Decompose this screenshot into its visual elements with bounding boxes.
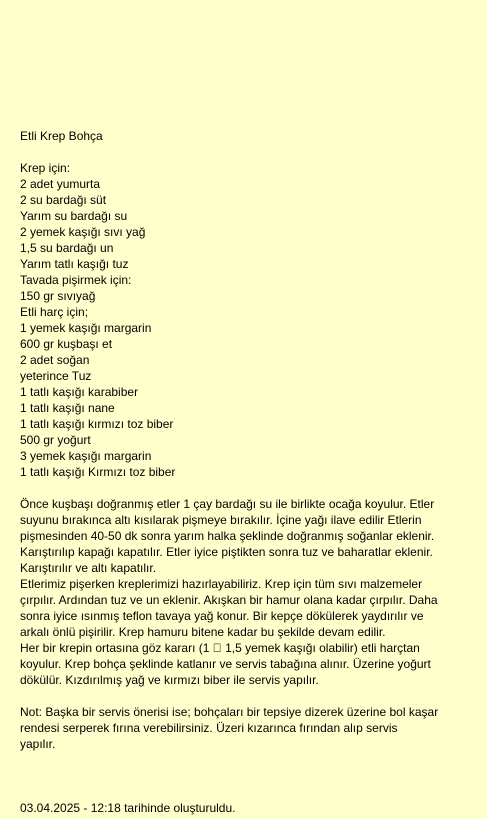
ingredient-line: 2 adet yumurta (20, 177, 101, 191)
instruction-line: Karıştırılır ve altı kapatılır. (20, 561, 157, 575)
instruction-line: Etlerimiz pişerken kreplerimizi hazırlayabiliriz. Krep için tüm sıvı malzemeler (20, 577, 423, 591)
ingredient-line: 600 gr kuşbaşı et (20, 337, 113, 351)
note-line: Not: Başka bir servis önerisi ise; bohçaları bir tepsiye dizerek üzerine bol kaşar (20, 705, 439, 719)
ingredients-list (20, 160, 472, 480)
ingredient-line: 1 tatlı kaşığı karabiber (20, 385, 139, 399)
ingredient-line: 500 gr yoğurt (20, 433, 91, 447)
ingredient-line: 2 su bardağı süt (20, 193, 107, 207)
instruction-line: çırpılır. Ardından tuz ve un eklenir. Akışkan bir hamur olana kadar çırpılır. Daha (20, 593, 438, 607)
instruction-line: Karıştırılıp kapağı kapatılır. Etler iyice piştikten sonra tuz ve baharatlar eklenir. (20, 545, 433, 559)
note-paragraph (20, 704, 472, 752)
ingredient-line: 1 tatlı kaşığı Kırmızı toz biber (20, 465, 176, 479)
note-line: yapılır. (20, 737, 56, 751)
instruction-line: sonra iyice ısınmış teflon tavaya yağ konur. Bir kepçe dökülerek yaydırılır ve (20, 609, 424, 623)
instruction-line: suyunu bırakınca altı kısılarak pişmeye bırakılır. İçine yağı ilave edilir Etlerin (20, 513, 422, 527)
instruction-line: dökülür. Kızdırılmış yağ ve kırmızı biber ile servis yapılır. (20, 673, 319, 687)
spacer (20, 688, 472, 704)
spacer (20, 144, 472, 160)
ingredient-line: Yarım su bardağı su (20, 209, 128, 223)
created-timestamp: 03.04.2025 - 12:18 tarihinde oluşturuldu. (20, 801, 236, 815)
instruction-line: Her bir krepin ortasına göz kararı (1   1,5 yemek kaşığı olabilir) etli harçtan (20, 641, 420, 655)
ingredient-line: 1 tatlı kaşığı nane (20, 401, 115, 415)
ingredient-line: 150 gr sıvıyağ (20, 289, 96, 303)
ingredient-line: 1 yemek kaşığı margarin (20, 321, 152, 335)
recipe-title: Etli Krep Bohça (20, 129, 103, 143)
ingredient-line: Etli harç için; (20, 305, 89, 319)
ingredient-line: Yarım tatlı kaşığı tuz (20, 257, 129, 271)
spacer (20, 480, 472, 496)
ingredient-line: 2 yemek kaşığı sıvı yağ (20, 225, 146, 239)
ingredient-line: 1,5 su bardağı un (20, 241, 114, 255)
instruction-line: arkalı önlü pişirilir. Krep hamuru bitene kadar bu şekilde devam edilir. (20, 625, 386, 639)
ingredient-line: yeterince Tuz (20, 369, 92, 383)
recipe-document (20, 128, 472, 752)
ingredient-line: Tavada pişirmek için: (20, 273, 132, 287)
instruction-line: pişmesinden 40-50 dk sonra yarım halka şeklinde doğranmış soğanlar eklenir. (20, 529, 435, 543)
note-line: rendesi serperek fırına verebilirsiniz. Üzeri kızarınca fırından alıp servis (20, 721, 398, 735)
ingredient-line: 3 yemek kaşığı margarin (20, 449, 152, 463)
instructions-paragraph (20, 496, 472, 688)
ingredient-line: Krep için: (20, 161, 71, 175)
ingredient-line: 2 adet soğan (20, 353, 90, 367)
instruction-line: koyulur. Krep bohça şeklinde katlanır ve servis tabağına alınır. Üzerine yoğurt (20, 657, 431, 671)
ingredient-line: 1 tatlı kaşığı kırmızı toz biber (20, 417, 174, 431)
instruction-line: Önce kuşbaşı doğranmış etler 1 çay bardağı su ile birlikte ocağa koyulur. Etler (20, 497, 435, 511)
